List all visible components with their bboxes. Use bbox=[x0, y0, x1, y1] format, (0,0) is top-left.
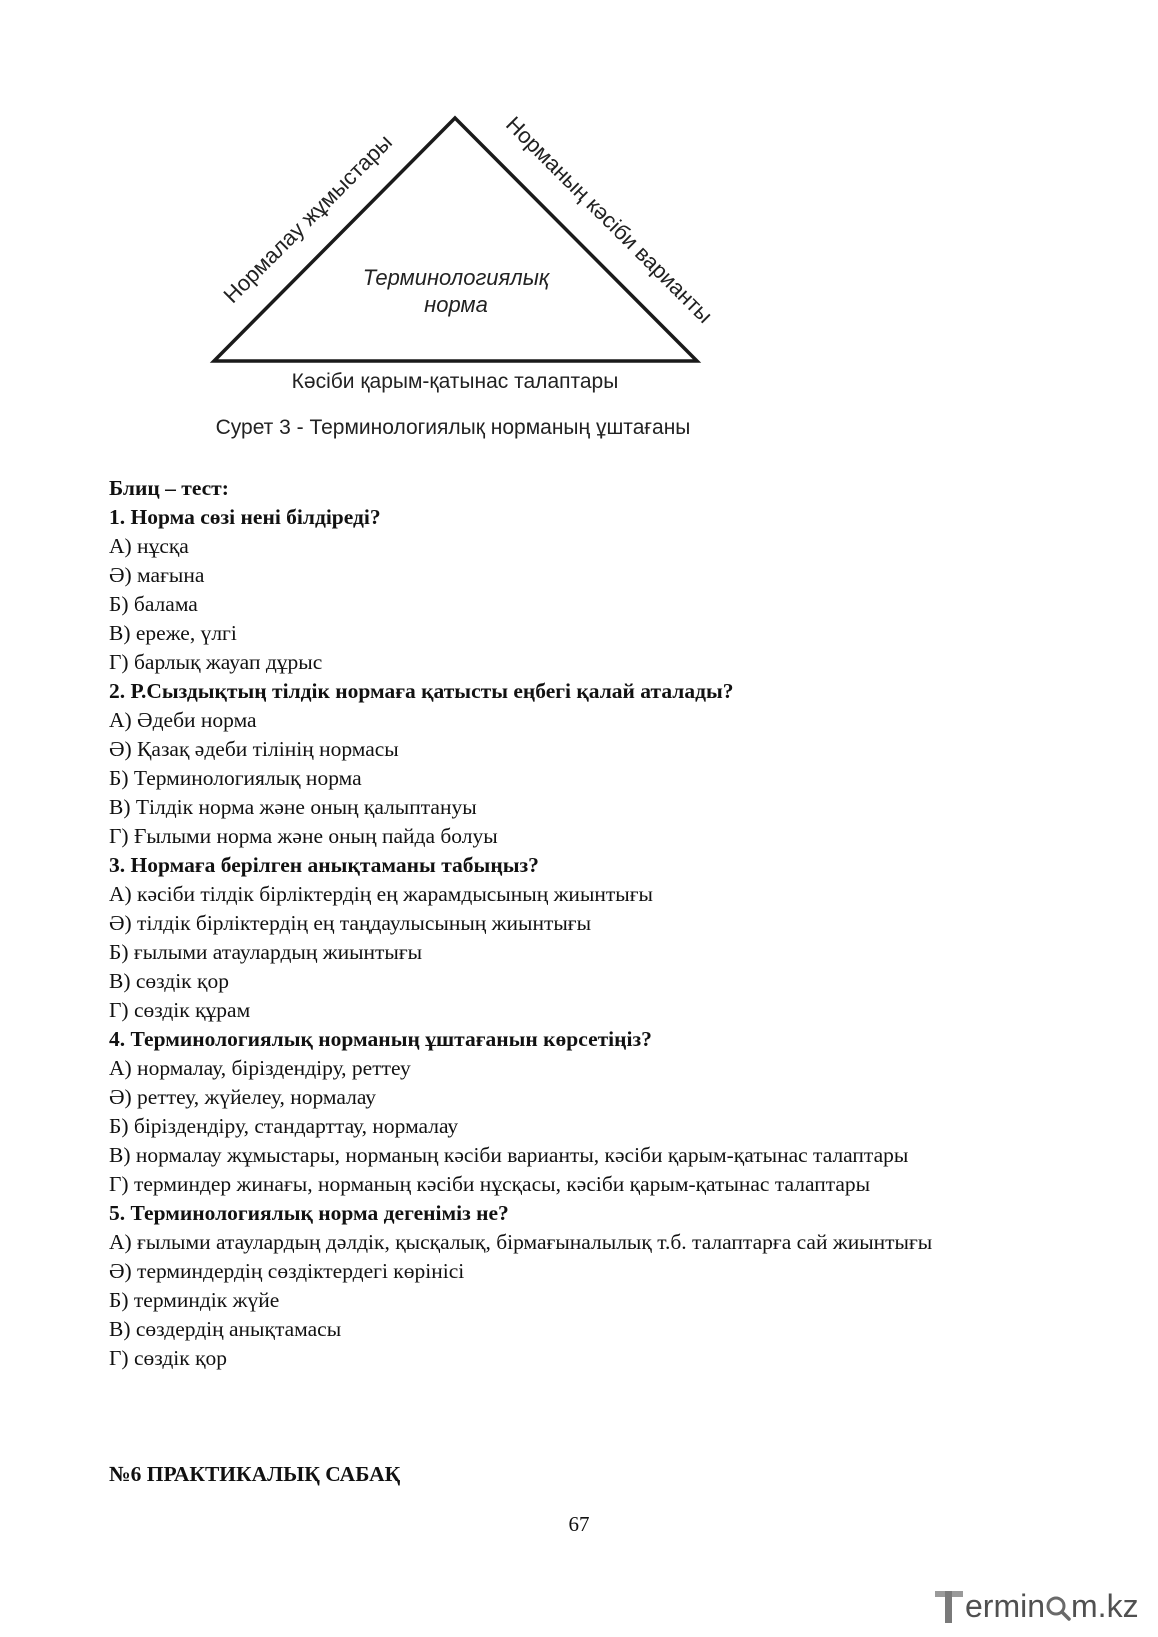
answer-option: Б) Терминологиялық норма bbox=[109, 766, 362, 790]
magnifier-icon bbox=[1045, 1592, 1071, 1622]
section-title: №6 ПРАКТИКАЛЫҚ САБАҚ bbox=[109, 1462, 401, 1486]
site-watermark bbox=[935, 1586, 1139, 1626]
answer-option: В) Тілдік норма және оның қалыптануы bbox=[109, 795, 477, 819]
t-logo-icon bbox=[935, 1589, 965, 1625]
answer-option: В) ереже, үлгі bbox=[109, 621, 237, 645]
terminological-norm-triangle-diagram bbox=[0, 0, 1158, 460]
answer-option: Г) терминдер жинағы, норманың кәсіби нұсқасы, кәсіби қарым-қатынас талаптары bbox=[109, 1172, 871, 1196]
question-5: 5. Терминологиялық норма дегеніміз не? bbox=[109, 1201, 509, 1225]
answer-option: Б) біріздендіру, стандарттау, нормалау bbox=[109, 1114, 459, 1138]
page-number: 67 bbox=[568, 1512, 590, 1536]
test-heading: Блиц – тест: bbox=[109, 476, 229, 500]
blitz-test bbox=[109, 474, 1049, 1373]
answer-option: А) ғылыми атаулардың дәлдік, қысқалық, бірмағыналылық т.б. талаптарға сай жиынтығы bbox=[109, 1230, 933, 1254]
left-side-label: Нормалау жұмыстары bbox=[218, 129, 397, 308]
answer-option: Ә) Қазақ әдеби тілінің нормасы bbox=[109, 737, 399, 761]
answer-option: А) Әдеби норма bbox=[109, 708, 257, 732]
answer-option: Г) сөздік қор bbox=[109, 1346, 228, 1370]
answer-option: Б) балама bbox=[109, 592, 198, 616]
answer-option: Ә) терминдердің сөздіктердегі көрінісі bbox=[109, 1259, 465, 1283]
bottom-side-label: Кәсіби қарым-қатынас талаптары bbox=[291, 370, 619, 393]
answer-option: Ә) реттеу, жүйелеу, нормалау bbox=[109, 1085, 377, 1109]
question-3: 3. Нормаға берілген анықтаманы табыңыз? bbox=[109, 853, 539, 877]
answer-option: Г) сөздік құрам bbox=[109, 998, 251, 1022]
watermark-text-1: ermin bbox=[965, 1588, 1046, 1625]
answer-option: В) нормалау жұмыстары, норманың кәсіби варианты, кәсіби қарым-қатынас талаптары bbox=[109, 1143, 909, 1167]
answer-option: Ә) мағына bbox=[109, 563, 205, 587]
center-label-line1: Терминологиялық bbox=[362, 265, 550, 290]
answer-option: Б) терминдік жүйе bbox=[109, 1288, 280, 1312]
answer-option: А) кәсіби тілдік бірліктердің ең жарамдысының жиынтығы bbox=[109, 882, 653, 906]
question-2: 2. Р.Сыздықтың тілдік нормаға қатысты еңбегі қалай аталады? bbox=[109, 679, 734, 703]
watermark-text-2: m.kz bbox=[1071, 1588, 1139, 1625]
answer-option: Ә) тілдік бірліктердің ең таңдаулысының жиынтығы bbox=[109, 911, 592, 935]
answer-option: А) нормалау, біріздендіру, реттеу bbox=[109, 1056, 411, 1080]
answer-option: Г) барлық жауап дұрыс bbox=[109, 650, 323, 674]
answer-option: Б) ғылыми атаулардың жиынтығы bbox=[109, 940, 423, 964]
answer-option: В) сөздік қор bbox=[109, 969, 229, 993]
question-1: 1. Норма сөзі нені білдіреді? bbox=[109, 505, 381, 529]
figure-caption: Сурет 3 - Терминологиялық норманың ұштағаны bbox=[215, 416, 691, 439]
question-4: 4. Терминологиялық норманың ұштағанын көрсетіңіз? bbox=[109, 1027, 652, 1051]
answer-option: В) сөздердің анықтамасы bbox=[109, 1317, 342, 1341]
answer-option: Г) Ғылыми норма және оның пайда болуы bbox=[109, 824, 498, 848]
center-label-line2: норма bbox=[424, 292, 488, 317]
right-side-label: Норманың кәсіби варианты bbox=[501, 111, 718, 328]
answer-option: А) нұсқа bbox=[109, 534, 189, 558]
